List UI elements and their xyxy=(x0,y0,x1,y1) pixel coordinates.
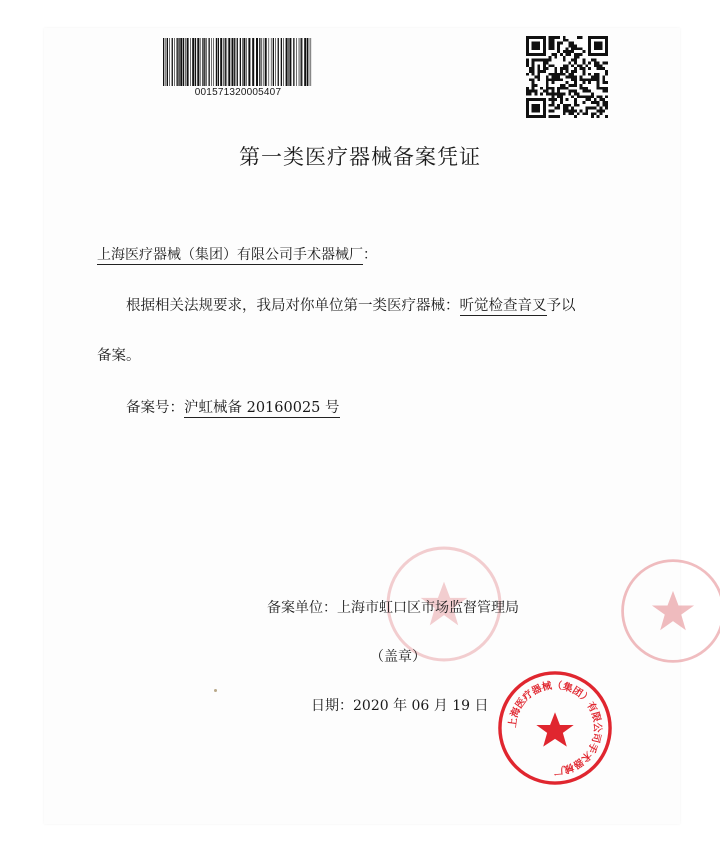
filing-unit-line xyxy=(267,597,519,617)
authority-seal-edge xyxy=(618,556,720,666)
record-number: 沪虹械备 20160025 号 xyxy=(184,400,340,416)
paper-speck xyxy=(214,689,217,692)
date-label: 日期： xyxy=(311,698,353,714)
date-line xyxy=(311,695,489,715)
filing-unit-name: 上海市虹口区市场监督管理局 xyxy=(337,600,519,616)
barcode xyxy=(163,38,313,86)
record-number-line xyxy=(126,396,340,417)
filing-unit-label: 备案单位： xyxy=(267,600,337,616)
record-label: 备案号： xyxy=(126,400,184,416)
body-paragraph-line2: 备案。 xyxy=(97,348,141,364)
svg-text:上海医疗器械（集团）有限公司手术器械厂: 上海医疗器械（集团）有限公司手术器械厂 xyxy=(507,680,603,776)
document-title: 第一类医疗器械备案凭证 xyxy=(239,145,481,169)
seal-note: （盖章） xyxy=(370,649,426,665)
qr-code xyxy=(526,36,608,118)
recipient-name: 上海医疗器械（集团）有限公司手术器械厂 xyxy=(97,247,363,263)
recipient-line xyxy=(97,244,377,264)
body-suffix: 予以 xyxy=(546,298,576,314)
body-prefix: 根据相关法规要求，我局对你单位第一类医疗器械： xyxy=(126,298,460,314)
date-value: 2020 年 06 月 19 日 xyxy=(353,698,489,714)
product-name: 听觉检查音叉 xyxy=(459,298,547,314)
barcode-number: 001571320005407 xyxy=(194,87,282,98)
body-paragraph-line1 xyxy=(126,294,576,315)
company-seal xyxy=(496,669,614,787)
recipient-colon: ： xyxy=(363,247,377,263)
